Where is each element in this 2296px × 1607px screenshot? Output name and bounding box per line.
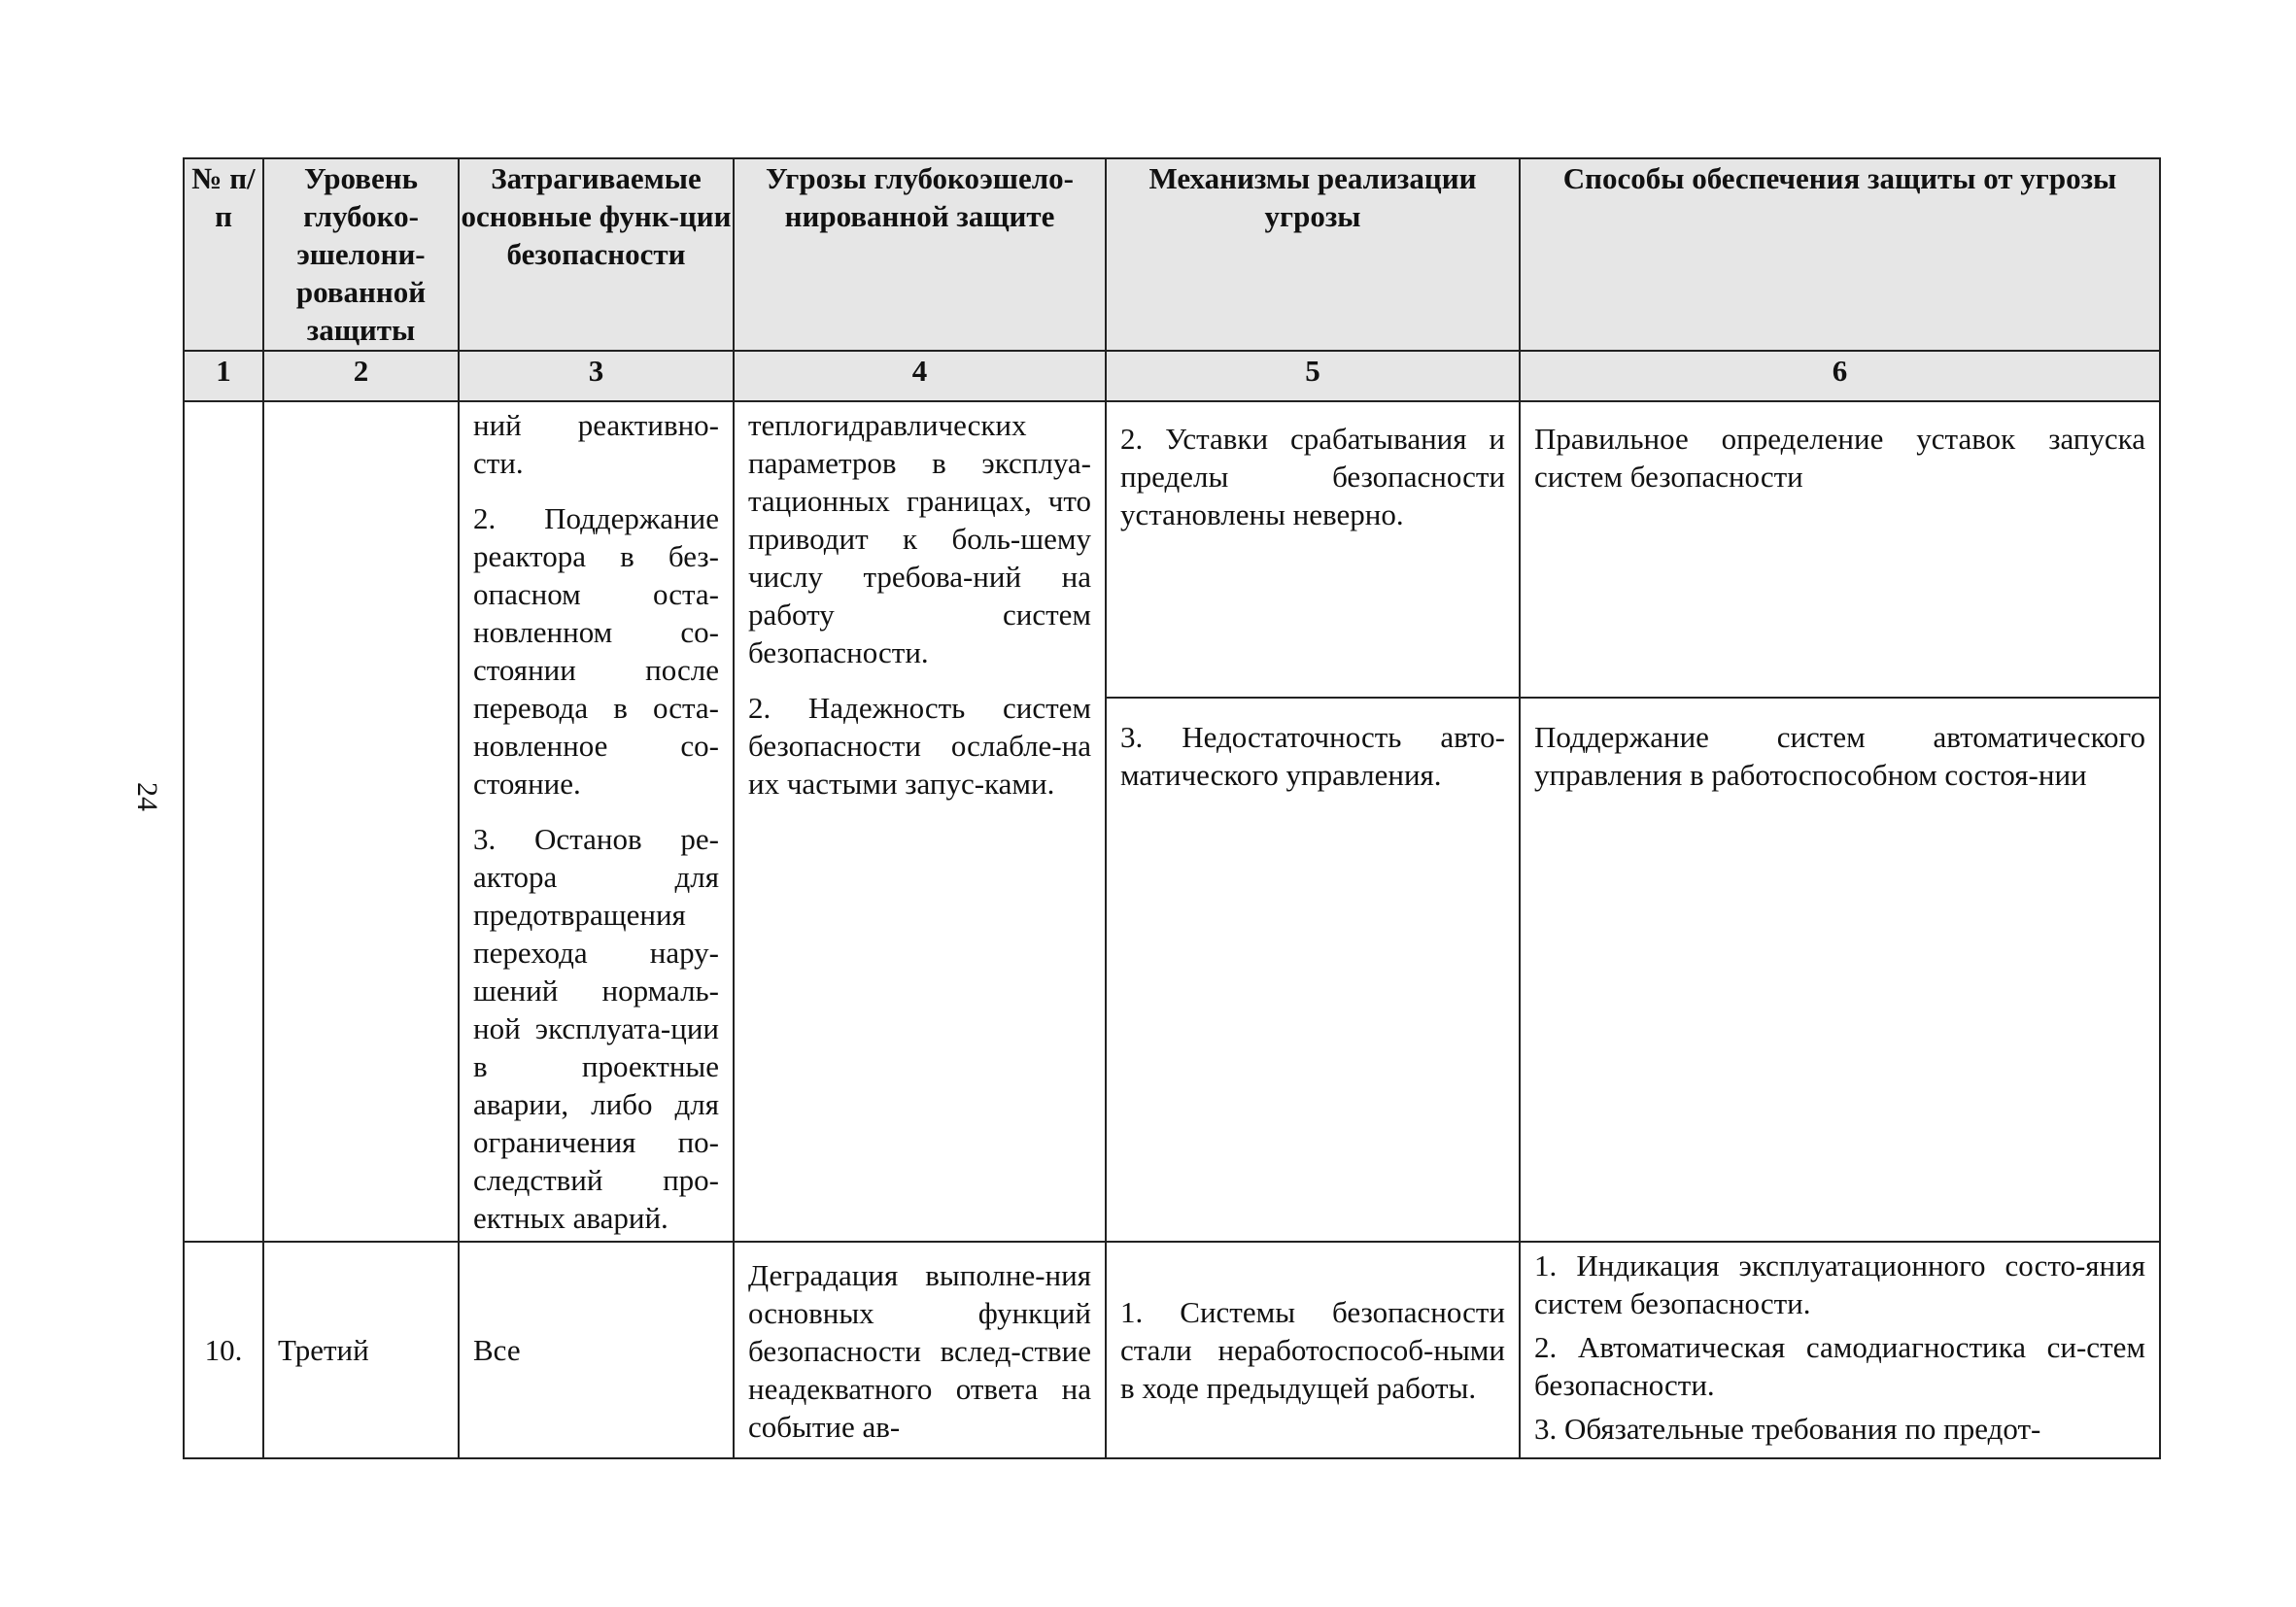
header-threats: Угрозы глубокоэшело-нированной защите xyxy=(734,158,1106,351)
cell-threats xyxy=(734,1242,1106,1458)
protection-item: Правильное определение уставок запуска систем безопасности xyxy=(1521,402,2159,699)
header-no: № п/п xyxy=(184,158,263,351)
protection-item: 1. Индикация эксплуатационного состо-яния систем безопасности. xyxy=(1534,1248,2145,1320)
column-number: 2 xyxy=(263,351,459,401)
cell-level xyxy=(263,401,459,1242)
threat-item: Деградация выполне-ния основных функций безопасности вслед-ствие неадекватного ответа на событие ав- xyxy=(748,1258,1091,1444)
cell-no: 10. xyxy=(184,1242,263,1458)
protection-item: 2. Автоматическая самодиагностика си-стем безопасности. xyxy=(1534,1330,2145,1402)
column-number: 6 xyxy=(1520,351,2160,401)
mechanism-item: 2. Уставки срабатывания и пределы безопасности установлены неверно. xyxy=(1107,402,1519,699)
column-number: 4 xyxy=(734,351,1106,401)
protection-item: Поддержание систем автоматического управления в работоспособном состоя-нии xyxy=(1534,720,2145,792)
cell-functions xyxy=(459,401,734,1242)
cell-level: Третий xyxy=(263,1242,459,1458)
header-mechanisms: Механизмы реализации угрозы xyxy=(1106,158,1520,351)
protection-item: 3. Обязательные требования по предот- xyxy=(1534,1412,2041,1446)
page-number: 24 xyxy=(131,782,163,811)
function-item: 2. Поддержание реактора в без-опасном оста-новленном со-стоянии после перевода в оста-новленное со-стояние. xyxy=(473,501,719,801)
cell-threats xyxy=(734,401,1106,1242)
column-number-row xyxy=(184,351,2160,401)
cell-functions: Все xyxy=(459,1242,734,1458)
mechanism-item: 1. Системы безопасности стали неработоспособ-ными в ходе предыдущей работы. xyxy=(1120,1295,1505,1405)
function-item: 3. Останов ре-актора для предотвращения перехода нару-шений нормаль-ной эксплуата-ции в проектные аварии, либо для ограничения по-следствий про-ектных аварий. xyxy=(473,822,719,1235)
cell-mechanisms xyxy=(1106,1242,1520,1458)
cell-protection xyxy=(1520,1242,2160,1458)
column-number: 3 xyxy=(459,351,734,401)
threat-item: 2. Надежность систем безопасности ослабле-на их частыми запус-ками. xyxy=(748,691,1091,801)
cell-protection xyxy=(1520,401,2160,1242)
threat-item: теплогидравлических параметров в эксплуа-тационных границах, что приводит к боль-шему числу требова-ний на работу систем безопасности. xyxy=(748,408,1091,669)
column-number: 5 xyxy=(1106,351,1520,401)
column-number: 1 xyxy=(184,351,263,401)
function-item: ний реактивно-сти. xyxy=(473,408,719,480)
header-functions: Затрагиваемые основные функ-ции безопасности xyxy=(459,158,734,351)
table-row xyxy=(184,401,2160,1242)
cell-no xyxy=(184,401,263,1242)
header-protection: Способы обеспечения защиты от угрозы xyxy=(1520,158,2160,351)
header-level: Уровень глубоко-эшелони-рованной защиты xyxy=(263,158,459,351)
cell-mechanisms xyxy=(1106,401,1520,1242)
threats-table xyxy=(183,157,2161,1459)
table-row xyxy=(184,1242,2160,1458)
mechanism-item: 3. Недостаточность авто-матического управления. xyxy=(1120,720,1505,792)
header-row xyxy=(184,158,2160,351)
